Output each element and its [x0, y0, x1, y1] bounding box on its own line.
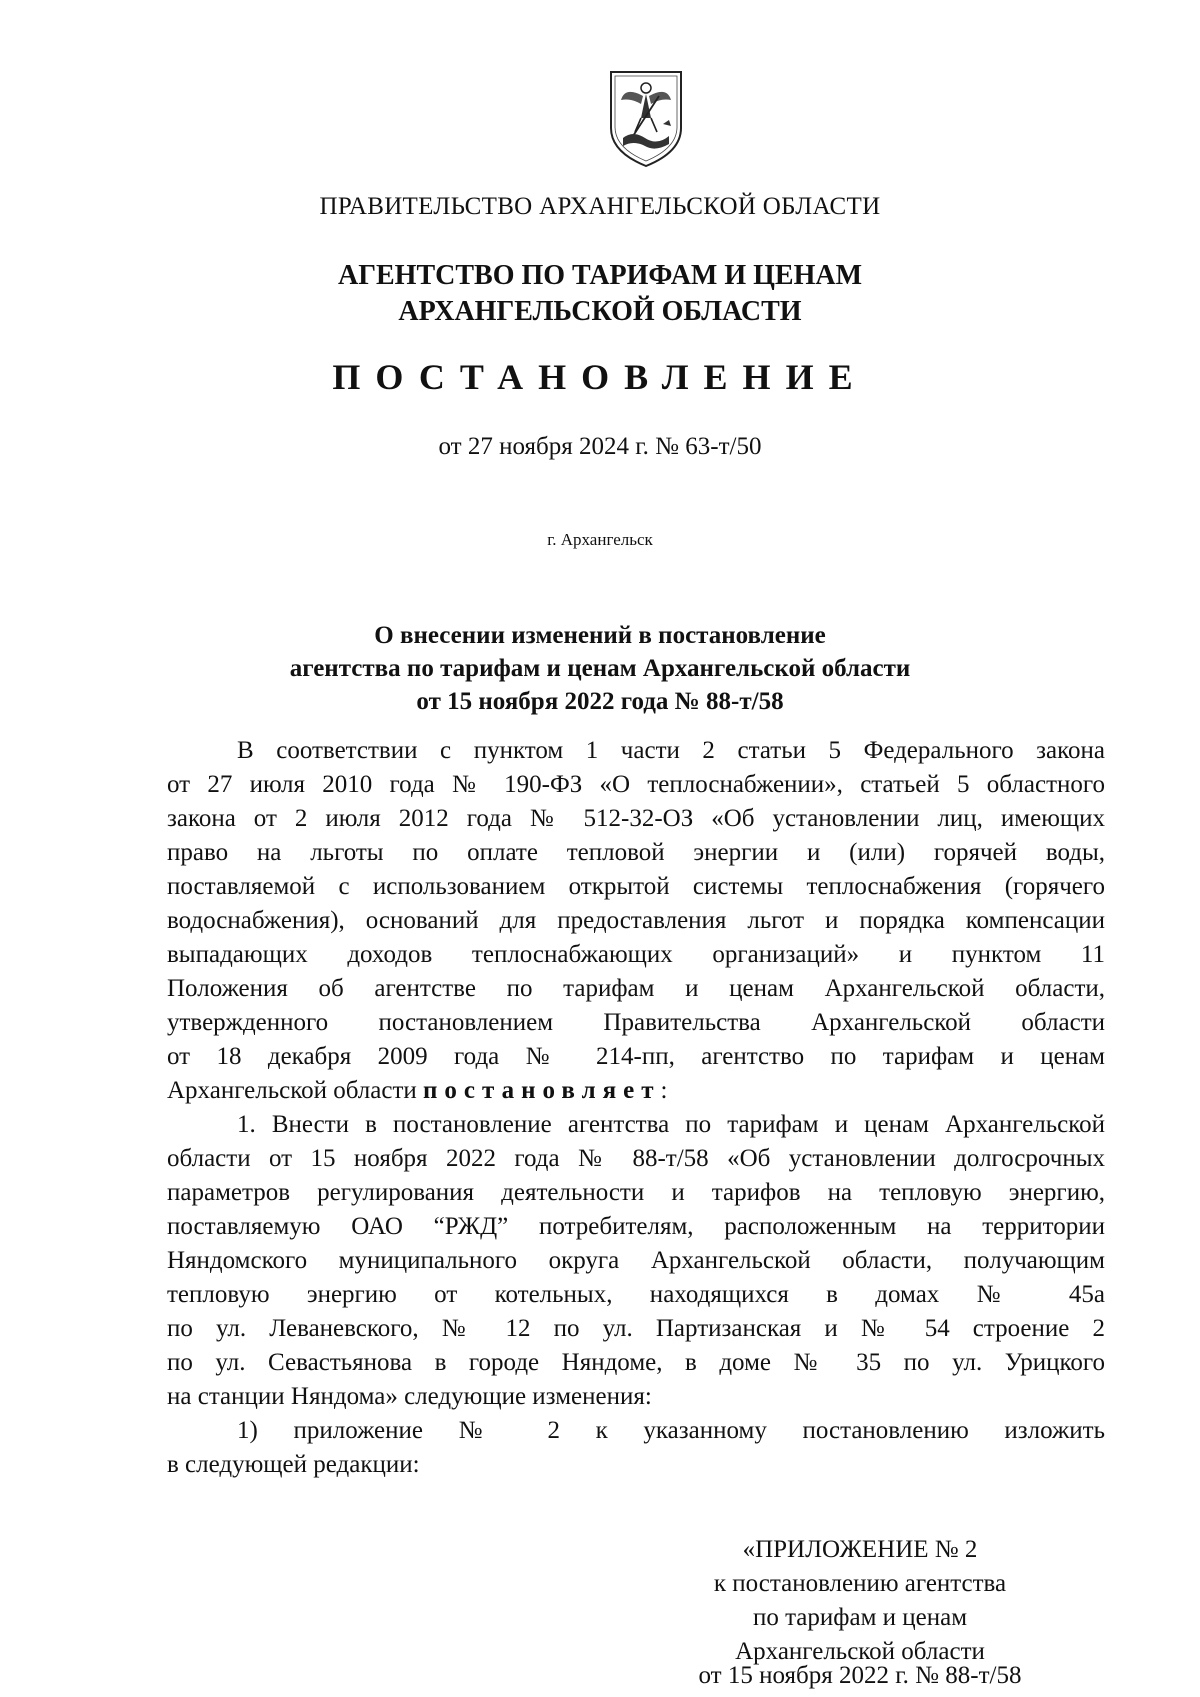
paragraph2-line: области от 15 ноября 2022 года № 88-т/58 «Об установлении долгосрочных	[167, 1145, 1105, 1172]
appendix-title: «ПРИЛОЖЕНИЕ № 2	[742, 1536, 978, 1563]
paragraph1-line: В соответствии с пунктом 1 части 2 статьи 5 Федерального закона	[237, 737, 1105, 764]
paragraph1-line: право на льготы по оплате тепловой энергии и (или) горячей воды,	[167, 839, 1105, 866]
appendix-line: Архангельской области	[735, 1638, 985, 1665]
paragraph1-line: закона от 2 июля 2012 года № 512-32-ОЗ «Об установлении лиц, имеющих	[167, 805, 1105, 832]
paragraph1-last-start: Архангельской области	[167, 1077, 417, 1104]
paragraph2-line: 1. Внести в постановление агентства по тарифам и ценам Архангельской	[237, 1111, 1105, 1138]
paragraph3-line: 1) приложение № 2 к указанному постановлению изложить	[237, 1417, 1105, 1444]
paragraph2-line: тепловую энергию от котельных, находящихся в домах № 45а	[167, 1281, 1105, 1308]
appendix-line: по тарифам и ценам	[752, 1604, 968, 1631]
appendix-line: от 15 ноября 2022 г. № 88-т/58	[698, 1662, 1022, 1689]
appendix-line: к постановлению агентства	[713, 1570, 1007, 1597]
paragraph1-line: утвержденного постановлением Правительства Архангельской области	[167, 1009, 1105, 1036]
document-city: г. Архангельск	[547, 530, 653, 549]
subject-line2: агентства по тарифам и ценам Архангельской области	[289, 655, 911, 682]
paragraph1-line: от 27 июля 2010 года № 190-ФЗ «О теплоснабжении», статьей 5 областного	[167, 771, 1105, 798]
arkhangelsk-coat-of-arms-icon	[603, 66, 689, 170]
document-type: ПОСТАНОВЛЕНИЕ	[332, 357, 868, 397]
document-date-number: от 27 ноября 2024 г. № 63-т/50	[438, 433, 762, 460]
paragraph2-line: по ул. Севастьянова в городе Няндоме, в доме № 35 по ул. Урицкого	[167, 1349, 1105, 1376]
paragraph3-line: в следующей редакции:	[167, 1451, 420, 1478]
government-name: ПРАВИТЕЛЬСТВО АРХАНГЕЛЬСКОЙ ОБЛАСТИ	[319, 193, 881, 220]
paragraph1-last-end: :	[660, 1077, 668, 1104]
paragraph2-line: параметров регулирования деятельности и тарифов на тепловую энергию,	[167, 1179, 1105, 1206]
paragraph1-line: поставляемой с использованием открытой системы теплоснабжения (горячего	[167, 873, 1105, 900]
subject-line3: от 15 ноября 2022 года № 88-т/58	[416, 688, 784, 715]
subject-line1: О внесении изменений в постановление	[374, 622, 826, 649]
paragraph2-line: Няндомского муниципального округа Архангельской области, получающим	[167, 1247, 1105, 1274]
paragraph2-line: поставляемую ОАО “РЖД” потребителям, расположенным на территории	[167, 1213, 1105, 1240]
paragraph1-line: выпадающих доходов теплоснабжающих организаций» и пунктом 11	[167, 941, 1105, 968]
resolution-keyword: постановляет	[423, 1077, 661, 1104]
agency-name-line1: АГЕНТСТВО ПО ТАРИФАМ И ЦЕНАМ	[337, 260, 863, 291]
paragraph2-line: на станции Няндома» следующие изменения:	[167, 1383, 652, 1410]
paragraph2-line: по ул. Леваневского, № 12 по ул. Партизанская и № 54 строение 2	[167, 1315, 1105, 1342]
paragraph1-last-line	[167, 1074, 1105, 1108]
paragraph1-line: водоснабжения), оснований для предоставления льгот и порядка компенсации	[167, 907, 1105, 934]
paragraph1-line: Положения об агентстве по тарифам и ценам Архангельской области,	[167, 975, 1105, 1002]
paragraph1-line: от 18 декабря 2009 года № 214-пп, агентство по тарифам и ценам	[167, 1043, 1105, 1070]
agency-name-line2: АРХАНГЕЛЬСКОЙ ОБЛАСТИ	[398, 296, 802, 327]
